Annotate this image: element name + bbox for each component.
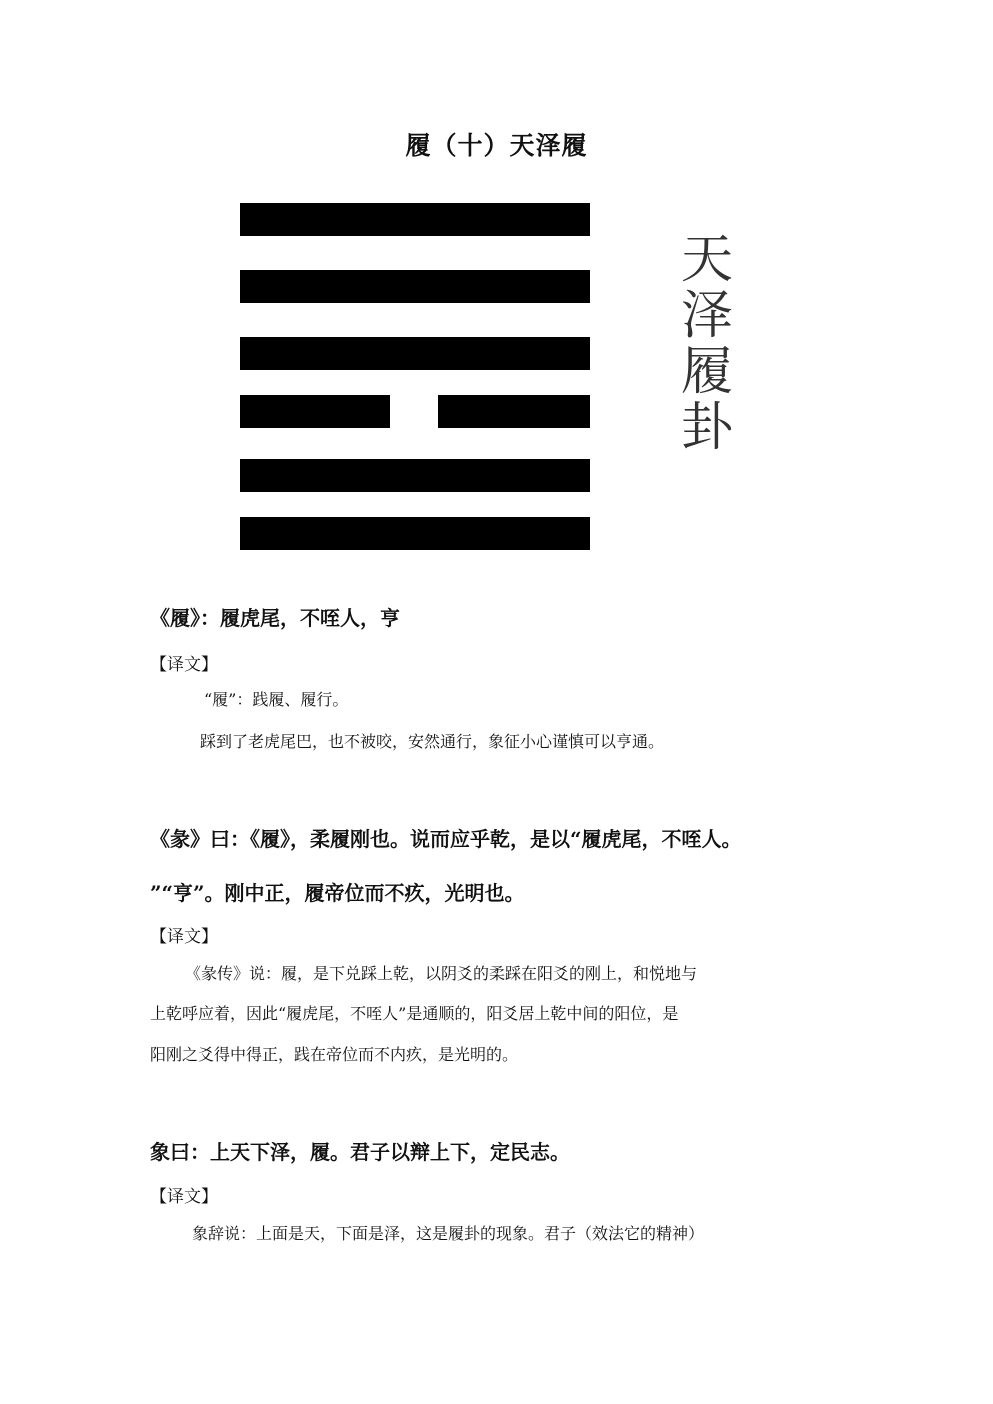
hexagram-line-1 (240, 203, 590, 236)
section-heading: 《履》：履虎尾，不咥人，亨 (150, 606, 400, 630)
translation-text: “履”：践履、履行。 (204, 690, 349, 709)
translation-text: 踩到了老虎尾巴，也不被咬，安然通行，象征小心谨慎可以亨通。 (200, 732, 665, 751)
translation-label: 【译文】 (150, 927, 218, 947)
yin-line-right-bar (438, 395, 590, 428)
hexagram-line-6 (240, 517, 590, 550)
hexagram-vertical-name (676, 232, 738, 456)
translation-text: 上乾呼应着，因此“履虎尾，不咥人”是通顺的，阳爻居上乾中间的阳位，是 (150, 1004, 679, 1023)
translation-text: 阳刚之爻得中得正，践在帝位而不内疚，是光明的。 (150, 1045, 519, 1064)
hexagram-line-3 (240, 337, 590, 370)
vertical-char: 履 (680, 342, 733, 402)
yang-line-bar (240, 459, 590, 492)
vertical-char: 天 (680, 230, 733, 290)
page-title: 履（十）天泽履 (405, 131, 588, 160)
translation-label: 【译文】 (150, 655, 218, 675)
vertical-char: 卦 (680, 398, 733, 458)
hexagram-figure (240, 203, 590, 550)
translation-text: 《彖传》说：履，是下兑踩上乾，以阴爻的柔踩在阳爻的刚上，和悦地与 (185, 964, 698, 983)
section-heading: 《彖》曰：《履》，柔履刚也。说而应乎乾，是以“履虎尾，不咥人。 (150, 827, 742, 851)
section-heading: 象曰：上天下泽，履。君子以辩上下，定民志。 (150, 1140, 570, 1164)
yang-line-bar (240, 203, 590, 236)
hexagram-line-4 (240, 395, 590, 428)
yin-line-left-bar (240, 395, 390, 428)
yang-line-bar (240, 517, 590, 550)
hexagram-line-2 (240, 270, 590, 303)
yang-line-bar (240, 270, 590, 303)
vertical-char: 泽 (680, 286, 733, 346)
section-heading: ”“亨”。刚中正，履帝位而不疚，光明也。 (150, 881, 525, 905)
translation-label: 【译文】 (150, 1187, 218, 1207)
yang-line-bar (240, 337, 590, 370)
translation-text: 象辞说：上面是天，下面是泽，这是履卦的现象。君子（效法它的精神） (192, 1224, 705, 1243)
hexagram-line-5 (240, 459, 590, 492)
